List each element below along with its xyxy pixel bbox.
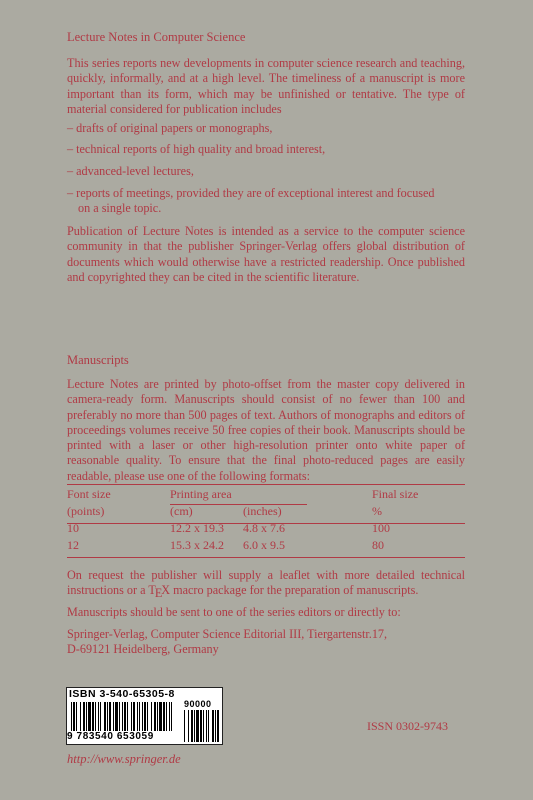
publisher-address (67, 627, 465, 658)
table-subheader-row (67, 504, 465, 521)
barcode-bar (166, 702, 167, 731)
table-rule-bottom (67, 557, 465, 558)
table-row (67, 538, 465, 555)
barcode-bar (92, 702, 94, 731)
barcode-bar (131, 702, 132, 731)
barcode-bar (83, 702, 85, 731)
barcode-bar (86, 702, 87, 731)
bullet-line: – drafts of original papers or monographs, (67, 121, 273, 135)
addon-bar (200, 710, 202, 742)
barcode-bar (151, 702, 152, 731)
series-intro: This series reports new developments in computer science research and teaching, quickly, informally, and at a high level. The timeliness of a manuscript is more important than its form, which may be unfinished or tentative. The type of material considered for publication includes (67, 56, 465, 116)
addon-bar (191, 710, 193, 742)
table-cell: 10 (67, 521, 79, 535)
addon-bar (208, 710, 209, 742)
list-item (67, 164, 465, 179)
series-title: Lecture Notes in Computer Science (67, 30, 246, 44)
table-cell: 100 (372, 521, 390, 535)
barcode-bar (139, 702, 140, 731)
barcode-bar (95, 702, 96, 731)
addon-bar (196, 710, 199, 742)
table-row (67, 521, 465, 538)
addon-bar (215, 710, 216, 742)
address-line: D-69121 Heidelberg, Germany (67, 642, 219, 657)
isbn-barcode (66, 687, 223, 745)
table-header-cell: % (372, 504, 382, 518)
address-line: Springer-Verlag, Computer Science Editorial III, Tiergartenstr.17, (67, 627, 388, 641)
barcode-bar (127, 702, 128, 731)
table-cell: 15.3 x 24.2 (170, 538, 224, 552)
barcode-bar (113, 702, 114, 731)
table-cell: 4.8 x 7.6 (243, 521, 285, 535)
leaflet-paragraph (67, 568, 465, 599)
addon-bar (217, 710, 219, 742)
barcode-bar (100, 702, 101, 731)
list-item (67, 121, 465, 136)
issn: ISSN 0302-9743 (367, 719, 449, 733)
barcode-bar (133, 702, 135, 731)
barcode-ean-digits: 9 783540 653059 (67, 731, 154, 742)
addon-bar (184, 710, 185, 742)
barcode-bar (142, 702, 143, 731)
barcode-bar (169, 702, 170, 731)
barcode-addon-digits: 90000 (184, 699, 212, 709)
barcode-bar (73, 702, 75, 731)
table-header-cell: (inches) (243, 504, 282, 518)
table-rule-top (67, 484, 465, 485)
formats-table (67, 487, 465, 555)
bullet-line: – advanced-level lectures, (67, 164, 194, 178)
barcode-bar (98, 702, 99, 731)
barcode-bar (107, 702, 108, 731)
table-header-row (67, 487, 465, 504)
barcode-bar (154, 702, 156, 731)
tex-e-glyph: E (154, 586, 163, 601)
barcode-bar (159, 702, 162, 731)
barcode-bar (71, 702, 72, 731)
barcode-bar (137, 702, 138, 731)
barcode-bar (109, 702, 111, 731)
barcode-bar (88, 702, 91, 731)
barcode-bar (157, 702, 158, 731)
table-cell: 80 (372, 538, 384, 552)
barcode-bar (80, 702, 81, 731)
addon-bar (203, 710, 204, 742)
manuscripts-title: Manuscripts (67, 353, 129, 367)
send-instructions: Manuscripts should be sent to one of the series editors or directly to: (67, 605, 401, 619)
barcode-bar (144, 702, 146, 731)
addon-bar (212, 710, 214, 742)
barcode-bar (147, 702, 148, 731)
publisher-url[interactable]: http://www.springer.de (67, 752, 181, 766)
table-cell: 6.0 x 9.5 (243, 538, 285, 552)
isbn-label: ISBN 3-540-65305-8 (69, 688, 175, 700)
addon-bar (188, 710, 189, 742)
barcode-bar (163, 702, 165, 731)
manuscripts-paragraph: Lecture Notes are printed by photo-offset from the master copy delivered in camera-ready form. Manuscripts should consist of no fewer than 100 and preferably no more than 500 pages of text. Authors of monographs and editors of proceedings volumes receive 50 free copies of their book. Manuscripts should be printed with a laser or other high-resolution printer onto white paper of reasonable quality. To ensure that the final photo-reduced pages are easily readable, please use one of the following formats: (67, 377, 465, 483)
barcode-bar (115, 702, 118, 731)
barcode-bar (171, 702, 172, 731)
barcode-bar (104, 702, 106, 731)
bullet-line-continued: on a single topic. (78, 201, 162, 216)
table-header-cell: Font size (67, 487, 111, 501)
leaflet-text-end: X macro package for the preparation of manuscripts. (161, 583, 419, 598)
table-header-cell: (cm) (170, 504, 193, 518)
table-header-cell: Final size (372, 487, 419, 501)
bullet-line: – reports of meetings, provided they are of exceptional interest and focused (67, 186, 435, 200)
barcode-bar (124, 702, 126, 731)
leaflet-text: On request the publisher will supply a leaflet with more detailed technical instructions or a T (67, 568, 465, 598)
table-cell: 12 (67, 538, 79, 552)
barcode-bar (122, 702, 123, 731)
addon-bar (206, 710, 207, 742)
table-header-cell: (points) (67, 504, 105, 518)
addon-bar (194, 710, 195, 742)
list-item (67, 186, 465, 217)
barcode-bar (76, 702, 77, 731)
table-cell: 12.2 x 19.3 (170, 521, 224, 535)
table-header-cell (243, 487, 372, 504)
list-item (67, 142, 465, 157)
publication-paragraph: Publication of Lecture Notes is intended as a service to the computer science community in that the publisher Springer-Verlag offers global distribution of documents which would otherwise have a restricted readership. Once published and copyrighted they can be cited in the scientific literature. (67, 224, 465, 284)
table-header-cell: Printing area (170, 487, 232, 501)
bullet-line: – technical reports of high quality and broad interest, (67, 142, 326, 156)
barcode-bar (119, 702, 120, 731)
